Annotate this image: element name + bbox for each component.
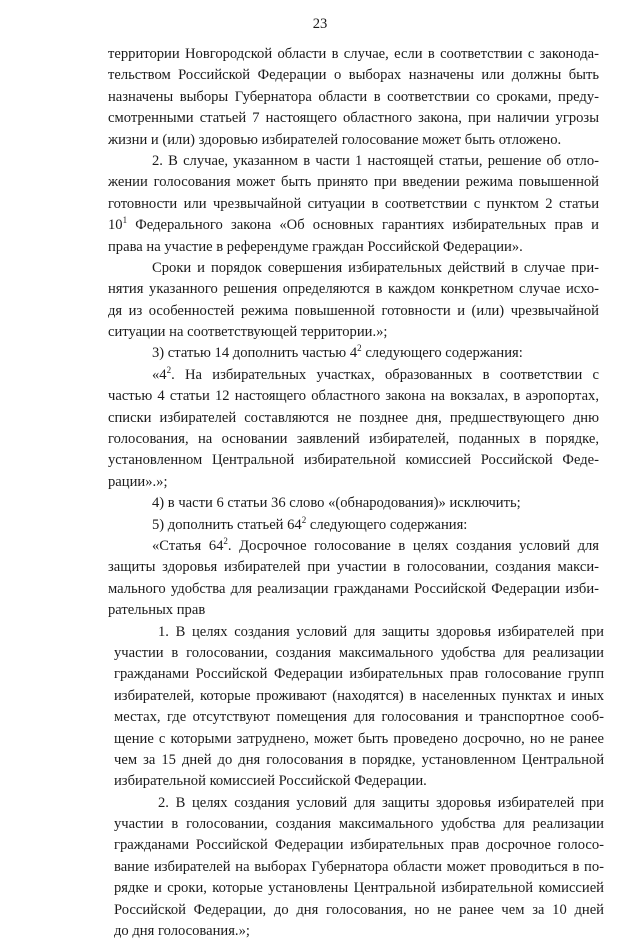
text-line: нятия указанного решения определяются в каждом конкретном случае исхо-: [108, 281, 599, 298]
document-body: [0, 44, 640, 942]
text-line: голосования, на основании заявлений избирателей, поданных в порядке,: [108, 431, 599, 448]
article-number: 10: [108, 217, 123, 234]
superscript: 2: [357, 343, 362, 354]
text-fragment: 3) статью 14 дополнить частью 4: [152, 345, 358, 362]
text-fragment: следующего содержания:: [361, 345, 523, 362]
text-line: защиты здоровья избирателей при участии в голосовании, создания макси-: [108, 559, 599, 576]
text-line: жизни и (или) здоровью избирателей голосование может быть отложено.: [108, 131, 562, 148]
text-line: вание избирателей на выборах Губернатора области может проводиться в по-: [114, 858, 604, 875]
text-fragment: . Досрочное голосование в целях создания условий для: [227, 537, 599, 554]
text-line: 2. В целях создания условий для защиты здоровья избирателей при: [158, 794, 604, 811]
text-line: списки избирателей составляются не позднее дня, предшествующего дню: [108, 409, 599, 426]
text-line: мального удобства для реализации гражданами Российской Федерации изби-: [108, 580, 599, 597]
text-line: щение с которыми затруднено, может быть проведено досрочно, но не ранее: [114, 730, 604, 747]
text-line: Сроки и порядок совершения избирательных действий в случае при-: [152, 259, 599, 276]
text-line: избирателей, которые проживают (находятся) в населенных пунктах и иных: [114, 687, 604, 704]
paragraph-deadlines: [0, 258, 640, 344]
text-line: тельством Российской Федерации о выборах назначены или должны быть: [108, 67, 599, 84]
article-64-2-part-2: [0, 793, 640, 942]
text-line: установленном Центральной избирательной комиссией Российской Феде-: [108, 452, 599, 469]
superscript: 2: [166, 364, 172, 375]
text-line: 1. В целях создания условий для защиты здоровья избирателей при: [158, 623, 604, 640]
amendment-item-5: [0, 515, 640, 536]
text-line: гражданами Российской Федерации избирательных прав досрочное голосо-: [114, 837, 604, 854]
text-line: рательных прав: [108, 602, 206, 619]
text-line: 2. В случае, указанном в части 1 настоящей статьи, решение об отло-: [152, 152, 599, 169]
text-fragment: 5) дополнить статьей 64: [152, 516, 302, 533]
text-line: участии в голосовании, создания максимального удобства для реализации: [114, 644, 604, 661]
text-line: [152, 536, 599, 557]
paragraph-part-2: [0, 151, 640, 258]
text-line: местах, где отсутствуют помещения для голосования и транспортное сооб-: [114, 709, 604, 726]
amendment-item-4: [0, 493, 640, 514]
text-line: Российской Федерации, до дня голосования, но не ранее чем за 10 дней: [114, 901, 604, 918]
text-line: права на участие в референдуме граждан Российской Федерации».: [108, 238, 523, 255]
paragraph-continuation: [0, 44, 640, 151]
text-line: чем за 15 дней до дня голосования в порядке, установленном Центральной: [114, 751, 604, 768]
text-line: частью 4 статьи 12 настоящего областного закона на вокзалах, в аэропортах,: [108, 388, 599, 405]
superscript: 2: [223, 535, 228, 546]
text-line: [108, 215, 599, 236]
page-number: 23: [312, 16, 328, 32]
superscript: 1: [122, 215, 128, 226]
text-line: смотренными статьей 7 настоящего областного закона, при наличии угрозы: [108, 110, 599, 127]
paragraph-part-4-2: [0, 365, 640, 493]
text-line: [152, 343, 599, 364]
text-line: избирательной комиссией Российской Федерации.: [114, 773, 427, 790]
text-line-rest: Федерального закона «Об основных гарантиях избирательных прав и: [135, 217, 599, 234]
text-line: ситуации на соответствующей территории.»;: [108, 324, 388, 341]
text-fragment: «Статья 64: [152, 537, 224, 554]
superscript: 2: [301, 514, 307, 525]
text-line: до дня голосования.»;: [114, 923, 250, 940]
text-line: [152, 365, 599, 386]
text-line: 4) в части 6 статьи 36 слово «(обнародования)» исключить;: [152, 495, 521, 512]
text-fragment: . На избирательных участках, образованных в соответствии с: [171, 366, 599, 383]
text-line: рации».»;: [108, 473, 168, 490]
text-fragment: «4: [152, 366, 167, 383]
text-line: рядке и сроки, которые установлены Центральной избирательной комиссией: [114, 880, 604, 897]
text-line: участии в голосовании, создания максимального удобства для реализации: [114, 816, 604, 833]
text-fragment: следующего содержания:: [306, 516, 468, 533]
text-line: [152, 515, 599, 536]
article-64-2-heading: [0, 536, 640, 622]
amendment-item-3: [0, 343, 640, 364]
article-64-2-part-1: [0, 622, 640, 793]
text-line: гражданами Российской Федерации избирательных прав голосование групп: [114, 666, 604, 683]
text-line: территории Новгородской области в случае, если в соответствии с законода-: [108, 46, 599, 62]
text-line: назначены выборы Губернатора области в соответствии со сроками, преду-: [108, 88, 599, 105]
text-line: жении голосования может быть принято при введении режима повышенной: [108, 174, 599, 191]
text-line: дя из особенностей режима повышенной готовности и (или) чрезвычайной: [108, 302, 599, 319]
text-line: готовности или чрезвычайной ситуации в соответствии с пунктом 2 статьи: [108, 195, 599, 212]
